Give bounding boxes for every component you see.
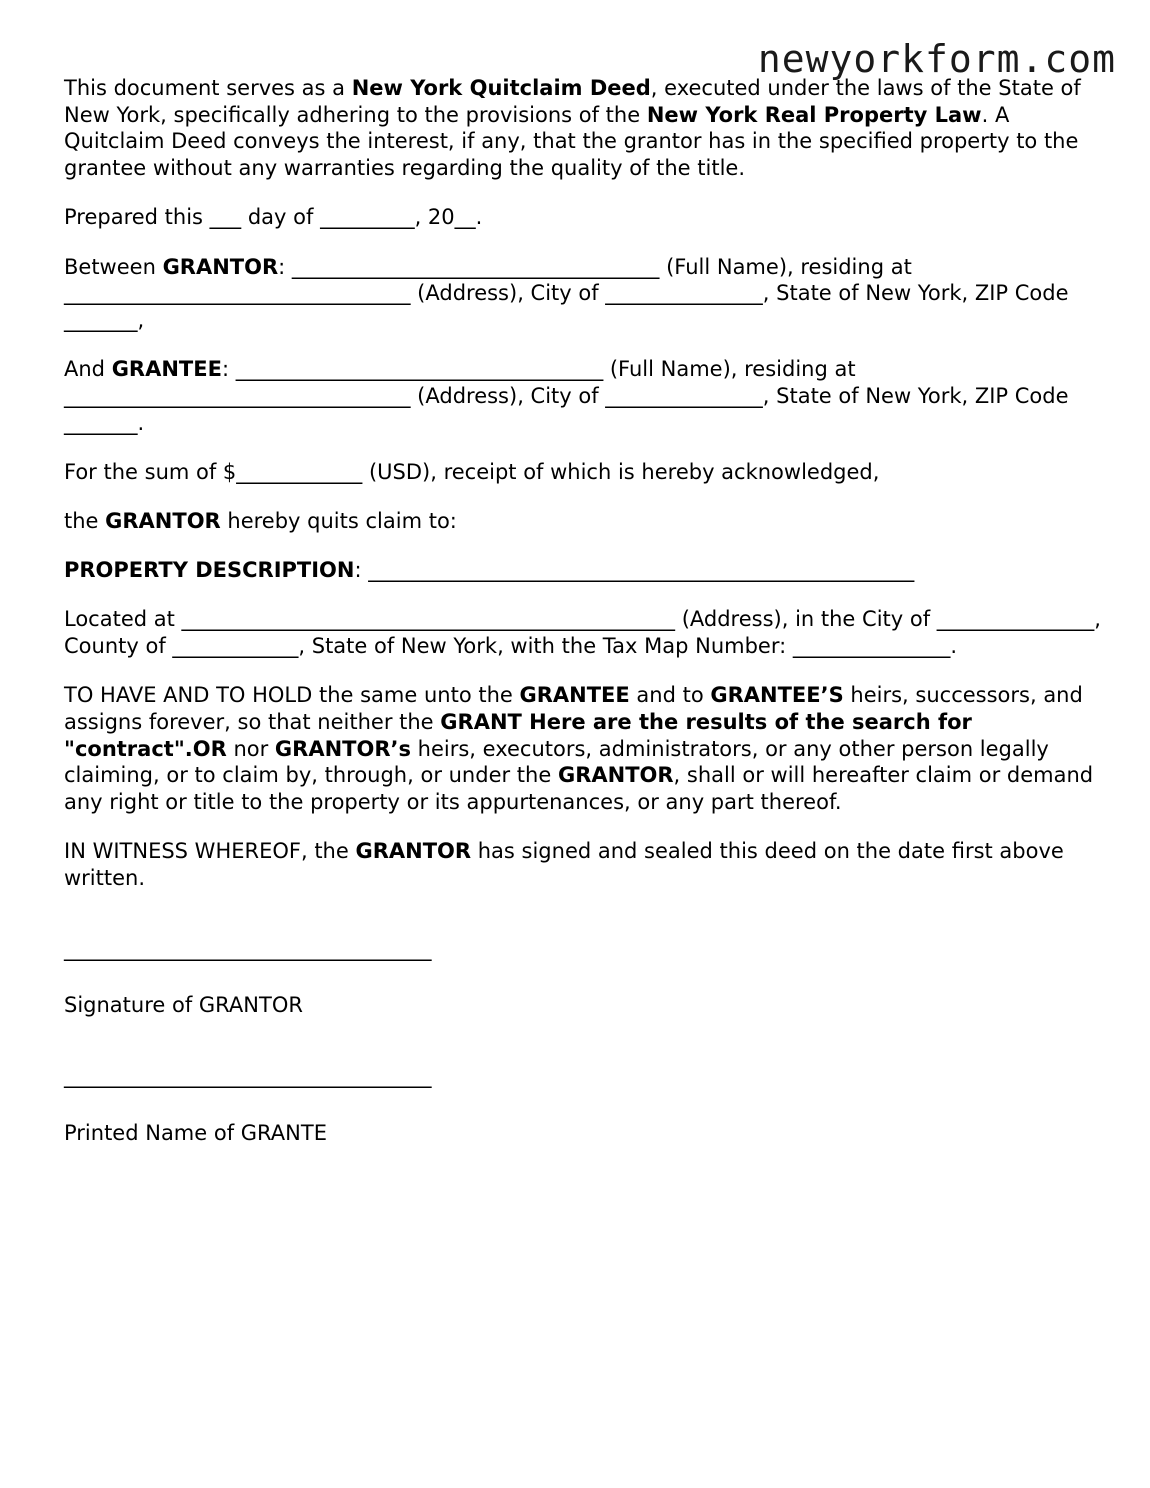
prepared-date-line: Prepared this ___ day of _________, 20__. [64, 205, 483, 230]
quitclaim-deed-document [64, 75, 1104, 1169]
habendum-paragraph: TO HAVE AND TO HOLD the same unto the GRANTEE and to GRANTEE’S heirs, successors, and assigns forever, so that neither the GRANT Here are the results of the search for "contract".OR nor GRANTOR’s heirs, executors, administrators, or any other person legally claiming, or to claim by, through, or under the GRANTOR, shall or will hereafter claim or demand any right or title to the property or its appurtenances, or any part thereof. [64, 683, 1094, 815]
site-watermark: newyorkform.com [757, 37, 1116, 81]
printed-name-line: ___________________________________ [64, 1064, 432, 1089]
intro-paragraph: This document serves as a New York Quitclaim Deed, executed under the laws of the State of New York, specifically adhering to the provisions of the New York Real Property Law. A Quitclaim Deed conveys the interest, if any, that the grantor has in the specified property to the grantee without any warranties regarding the quality of the title. [64, 76, 1081, 181]
grantor-block: Between GRANTOR: ___________________________________ (Full Name), residing at _________________________________ (Address), City of _______________, State of New York, ZIP Code _______, [64, 254, 1069, 332]
printed-name-label: Printed Name of GRANTE [64, 1120, 327, 1145]
property-description-line: PROPERTY DESCRIPTION: ____________________________________________________ [64, 558, 915, 583]
grantor-signature-label: Signature of GRANTOR [64, 993, 303, 1018]
quits-claim-line: the GRANTOR hereby quits claim to: [64, 508, 457, 533]
grantor-signature-line: ___________________________________ [64, 936, 432, 961]
property-location-paragraph: Located at _______________________________________________ (Address), in the City of _______________, County of ____________, State of New York, with the Tax Map Number: _______________. [64, 607, 1101, 659]
grantee-block: And GRANTEE: ___________________________________ (Full Name), residing at _________________________________ (Address), City of _______________, State of New York, ZIP Code _______. [64, 357, 1069, 435]
witness-paragraph: IN WITNESS WHEREOF, the GRANTOR has signed and sealed this deed on the date first above written. [64, 839, 1064, 890]
consideration-line: For the sum of $____________ (USD), receipt of which is hereby acknowledged, [64, 459, 880, 484]
